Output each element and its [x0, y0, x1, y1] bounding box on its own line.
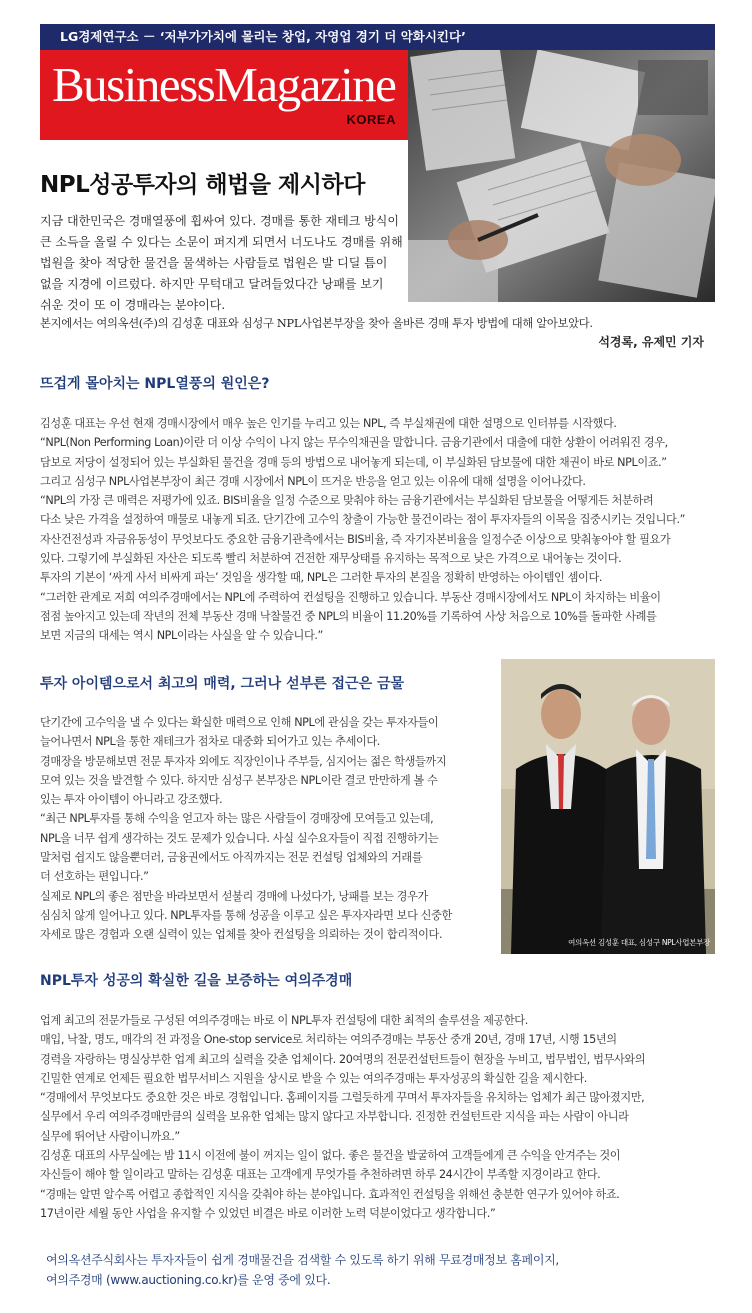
body-line: 17년이란 세월 동안 사업을 유지할 수 있었던 비결은 바로 이러한 노력 덕분이었다고 생각합니다.”	[40, 1206, 496, 1220]
body-line: 김성훈 대표의 사무실에는 밤 11시 이전에 불이 꺼지는 일이 없다. 좋은 물건을 발굴하여 고객들에게 큰 수익을 안겨주는 것이	[40, 1149, 621, 1163]
lead-line: 쉬운 것이 또 이 경매라는 분야이다.	[40, 298, 226, 312]
photo-caption: 여의옥션 김성훈 대표, 심성구 NPL사업본부장	[568, 938, 710, 947]
topbar-headline: LG경제연구소 － ‘저부가가치에 몰리는 창업, 자영업 경기 더 악화시킨다’	[40, 24, 715, 50]
body-line: 말처럼 쉽지도 않을뿐더러, 금융권에서도 아직까지는 전문 컨설팅 업체와의 거래를	[40, 851, 423, 865]
section1-body	[40, 414, 685, 646]
section3-heading: NPL투자 성공의 확실한 길을 보증하는 여의주경매	[40, 973, 353, 989]
body-line: “최근 NPL투자를 통해 수익을 얻고자 하는 많은 사람들이 경매장에 모여들고 있는데,	[40, 812, 434, 826]
magazine-masthead	[40, 50, 412, 140]
lead-line-last: 본지에서는 여의옥션(주)의 김성훈 대표와 심성구 NPL사업본부장을 찾아 올바른 경매 투자 방법에 대해 알아보았다.	[40, 317, 593, 330]
body-line: 실무에서 우리 여의주경매만큼의 실력을 보유한 업체는 많지 않다고 자부합니다. 진정한 컨설턴트란 지식을 파는 사람이 아니라	[40, 1110, 629, 1124]
body-line: 늘어나면서 NPL을 통한 재테크가 점차로 대중화 되어가고 있는 추세이다.	[40, 735, 380, 749]
lead-line: 법원을 찾아 적당한 물건을 물색하는 사람들로 법원은 발 디딜 틈이	[40, 256, 388, 270]
two-men-photo-illustration	[501, 659, 715, 954]
magazine-subtitle: KOREA	[346, 112, 396, 127]
body-line: “경매에서 무엇보다도 중요한 것은 바로 경험입니다. 홈페이지를 그럴듯하게 꾸며서 투자자들을 유치하는 업체가 최근 많아졌지만,	[40, 1091, 645, 1105]
body-line: 경력을 자랑하는 명실상부한 업계 최고의 실력을 갖춘 업체이다. 20여명의 전문컨설턴트들이 현장을 누비고, 법무법인, 법무사와의	[40, 1052, 646, 1066]
body-line: 단기간에 고수익을 낼 수 있다는 확실한 매력으로 인해 NPL에 관심을 갖는 투자자들이	[40, 716, 439, 729]
body-line: 더 선호하는 편입니다.”	[40, 870, 149, 884]
body-line: 있는 투자 아이템이 아니라고 강조했다.	[40, 793, 223, 807]
body-line: 경매장을 방문해보면 전문 투자자 외에도 직장인이나 주부들, 심지어는 젊은 학생들까지	[40, 754, 447, 768]
body-line: 그리고 심성구 NPL사업본부장이 최근 경매 시장에서 NPL이 뜨거운 반응을 얻고 있는 이유에 대해 설명을 이어나갔다.	[40, 474, 586, 488]
body-line: 자신들이 해야 할 일이라고 말하는 김성훈 대표는 고객에게 무엇가를 추천하려면 하루 24시간이 부족할 지경이라고 한다.	[40, 1168, 601, 1182]
body-line: 투자의 기본이 ‘싸게 사서 비싸게 파는’ 것임을 생각할 때, NPL은 그러한 투자의 본질을 정확히 반영하는 아이템인 셈이다.	[40, 571, 603, 585]
lead-line: 큰 소득을 올릴 수 있다는 소문이 퍼지게 되면서 너도나도 경매를 위해	[40, 235, 403, 249]
body-line: 매입, 낙찰, 명도, 매각의 전 과정을 One-stop service로 처리하는 여의주경매는 부동산 중개 20년, 경매 17년, 시행 15년의	[40, 1033, 617, 1047]
interview-photo	[501, 659, 715, 954]
body-line: 다소 낮은 가격을 설정하여 매물로 내놓게 되죠. 단기간에 고수익 창출이 가능한 물건이라는 점이 투자자들의 이목을 집중시키는 것입니다.”	[40, 513, 686, 527]
section3-body	[40, 1011, 645, 1223]
body-line: 담보로 저당이 설정되어 있는 부실화된 물건을 경매 등의 방법으로 내어놓게 되는데, 이 부실화된 담보물에 대한 채권이 바로 NPL이죠.”	[40, 455, 667, 469]
body-line: “그러한 관계로 저희 여의주경매에서는 NPL에 주력하여 컨설팅을 진행하고 있습니다. 부동산 경매시장에서도 NPL이 차지하는 비율이	[40, 590, 661, 604]
byline: 석경록, 유제민 기자	[598, 335, 704, 349]
body-line: 자세로 많은 경험과 오랜 실력이 있는 업체를 찾아 컨설팅을 의뢰하는 것이 합리적이다.	[40, 928, 443, 942]
body-line: 심심치 않게 일어나고 있다. NPL투자를 통해 성공을 이루고 싶은 투자자라면 보다 신중한	[40, 908, 452, 922]
section2-body	[40, 713, 452, 945]
magazine-title: BusinessMagazine	[52, 57, 396, 112]
body-line: 김성훈 대표는 우선 현재 경매시장에서 매우 높은 인기를 누리고 있는 NPL, 즉 부실채권에 대한 설명으로 인터뷰를 시작했다.	[40, 417, 617, 430]
body-line: 있다. 그렇기에 부실화된 자산은 되도록 빨리 처분하여 건전한 재무상태를 유지하는 목적으로 낮은 가격으로 내어놓는 것이다.	[40, 552, 622, 566]
footer-note	[46, 1250, 559, 1290]
body-line: 점점 높아지고 있는데 작년의 전체 부동산 경매 낙찰물건 중 NPL의 비율이 11.20%를 기록하여 사상 처음으로 10%를 돌파한 사례를	[40, 609, 657, 623]
documents-photo-illustration	[408, 50, 715, 302]
body-line: 모여 있는 것을 발견할 수 있다. 하지만 심성구 본부장은 NPL이란 결코 만만하게 볼 수	[40, 773, 438, 787]
body-line: 실제로 NPL의 좋은 점만을 바라보면서 섣불리 경매에 나섰다가, 낭패를 보는 경우가	[40, 889, 428, 903]
body-line: NPL을 너무 쉽게 생각하는 것도 문제가 있습니다. 사실 실수요자들이 직접 진행하기는	[40, 831, 439, 845]
body-line: “NPL의 가장 큰 매력은 저평가에 있죠. BIS비율을 일정 수준으로 맞춰야 하는 금융기관에서는 부실화된 담보물을 어떻게든 처분하려	[40, 494, 654, 508]
body-line: “경매는 알면 알수록 어렵고 종합적인 지식을 갖춰야 하는 분야입니다. 효과적인 컨설팅을 위해선 충분한 연구가 있어야 하죠.	[40, 1187, 620, 1201]
section2-heading: 투자 아이템으로서 최고의 매력, 그러나 섣부른 접근은 금물	[40, 676, 405, 692]
body-line: 업계 최고의 전문가들로 구성된 여의주경매는 바로 이 NPL투자 컨설팅에 대한 최적의 솔루션을 제공한다.	[40, 1014, 528, 1027]
lead-line: 지금 대한민국은 경매열풍에 휩싸여 있다. 경매를 통한 재테크 방식이	[40, 214, 399, 228]
footer-line: 여의옥션주식회사는 투자자들이 쉽게 경매물건을 검색할 수 있도록 하기 위해 무료경매정보 홈페이지,	[46, 1253, 559, 1267]
body-line: 실무에 뛰어난 사람이니까요.”	[40, 1129, 180, 1143]
article-title: NPL성공투자의 해법을 제시하다	[40, 172, 365, 198]
body-line: 보면 지금의 대세는 역시 NPL이라는 사실을 알 수 있습니다.”	[40, 629, 323, 643]
lead-line: 없을 지경에 이르렀다. 하지만 무턱대고 달려들었다간 낭패를 보기	[40, 277, 384, 291]
footer-line: 여의주경매 (www.auctioning.co.kr)를 운영 중에 있다.	[46, 1273, 331, 1287]
body-line: 자산건전성과 자금유동성이 무엇보다도 중요한 금융기관측에서는 BIS비율, 즉 자기자본비율을 일정수준 이상으로 맞춰놓아야 할 필요가	[40, 532, 671, 546]
header-photo-documents	[408, 50, 715, 302]
body-line: 긴밀한 연계로 언제든 필요한 법무서비스 지원을 상시로 받을 수 있는 여의주경매는 투자성공의 확실한 길을 제시한다.	[40, 1071, 587, 1085]
body-line: “NPL(Non Performing Loan)이란 더 이상 수익이 나지 않는 무수익채권을 말합니다. 금융기관에서 대출에 대한 상환이 어려워진 경우,	[40, 436, 668, 450]
section1-heading: 뜨겁게 몰아치는 NPL열풍의 원인은?	[40, 376, 270, 392]
